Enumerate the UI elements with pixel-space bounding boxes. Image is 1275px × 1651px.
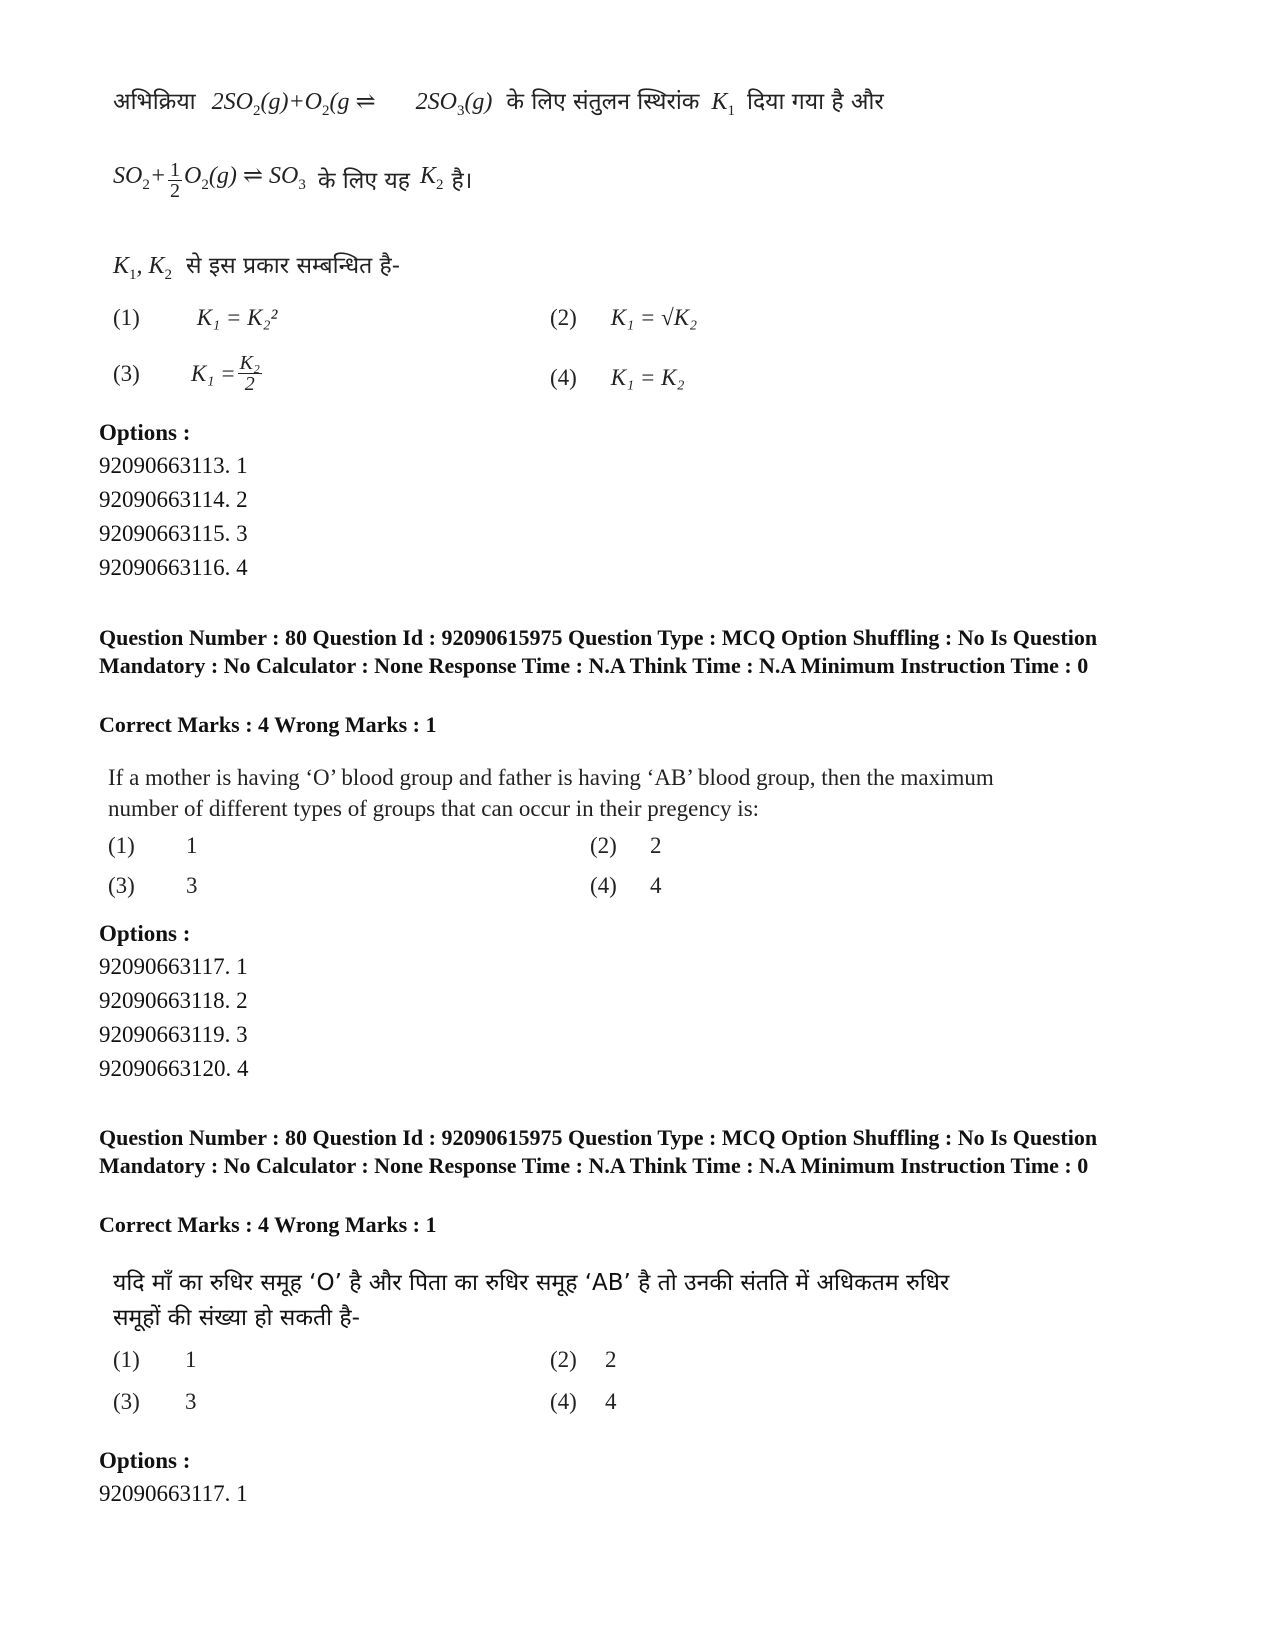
question-a-line3 <box>113 250 400 291</box>
reaction-2-rest: $O_2(g)$ ⇌ $SO_3$ <box>184 163 306 193</box>
choice-b-3: (3) 3 <box>108 873 198 898</box>
options-a-list <box>99 449 248 585</box>
option-b-item: 92090663117. 1 <box>99 954 248 979</box>
q-a-line3-text: से इस प्रकार सम्बन्धित है- <box>186 253 401 279</box>
options-a-label: Options : <box>99 420 191 445</box>
options-c-label: Options : <box>99 1448 191 1473</box>
choice-b-2: (2) 2 <box>590 833 662 858</box>
question-c-meta: Question Number : 80 Question Id : 92090615975 Question Type : MCQ Option Shuffling : No Is Question Mandatory : No Calculator : None Response Time : N.A Think Time : N.A Minimum Instruction Time : 0 <box>99 1125 1098 1178</box>
choice-b-1: (1) 1 <box>108 833 198 858</box>
q-a-line2-post: है। <box>451 167 473 194</box>
question-a-choices <box>113 305 813 415</box>
q-a-post: दिया गया है और <box>747 89 884 115</box>
question-c-line2: समूहों की संख्या हो सकती है- <box>113 1305 360 1331</box>
choice-a-1: (1) K₁ = K₂² <box>113 305 278 330</box>
choice-a-3: (3) K₁ = $\frac{\text{K₂}}{2}$ <box>113 352 260 395</box>
reaction-1: $2SO_2(g)+O_2(g$ ⇌ $2SO_3(g)$ <box>211 89 493 119</box>
choice-b-4: (4) 4 <box>590 873 662 898</box>
k1-symbol: $K_1$ <box>711 89 735 119</box>
question-a-line1 <box>113 86 884 127</box>
question-b-meta: Question Number : 80 Question Id : 92090615975 Question Type : MCQ Option Shuffling : No Is Question Mandatory : No Calculator : None Response Time : N.A Think Time : N.A Minimum Instruction Time : 0 <box>99 625 1098 678</box>
option-a-item: 92090663114. 2 <box>99 487 248 512</box>
q-a-line2-mid: के लिए यह <box>317 167 410 194</box>
option-a-item: 92090663113. 1 <box>99 453 248 478</box>
question-c-choices <box>113 1347 813 1427</box>
q-a-mid: के लिए संतुलन स्थिरांक <box>506 89 700 115</box>
choice-c-4: (4) 4 <box>550 1389 617 1414</box>
options-c-list <box>99 1477 248 1511</box>
options-b-label: Options : <box>99 921 191 946</box>
half-fraction: $\frac{1}{2}$ <box>170 159 181 202</box>
question-b-choices <box>108 833 808 913</box>
k2-symbol: $K_2$ <box>419 163 444 193</box>
option-b-item: 92090663120. 4 <box>99 1056 249 1081</box>
question-c-marks: Correct Marks : 4 Wrong Marks : 1 <box>99 1212 437 1237</box>
option-b-item: 92090663119. 3 <box>99 1022 248 1047</box>
option-b-item: 92090663118. 2 <box>99 988 248 1013</box>
k2-over-2-fraction: $\frac{\text{K₂}}{2}$ <box>239 352 260 395</box>
option-a-item: 92090663115. 3 <box>99 521 248 546</box>
choice-c-1: (1) 1 <box>113 1347 197 1372</box>
reaction-2: $SO_2+$ <box>113 163 167 193</box>
k1-k2-symbols: $K_1$, $K_2$ <box>113 253 173 283</box>
option-c-item: 92090663117. 1 <box>99 1481 248 1506</box>
option-a-item: 92090663116. 4 <box>99 555 248 580</box>
options-b-list <box>99 950 249 1086</box>
choice-a-2: (2) K₁ = √K₂ <box>550 305 698 330</box>
question-b-text: If a mother is having ‘O’ blood group and father is having ‘AB’ blood group, then the maximum number of different types of groups that can occur in their pregency is: <box>108 765 994 821</box>
choice-c-3: (3) 3 <box>113 1389 197 1414</box>
question-c-line1: यदि माँ का रुधिर समूह ‘O’ है और पिता का रुधिर समूह ‘AB’ है तो उनकी संतति में अधिकतम रुधिर <box>113 1270 950 1296</box>
choice-a-4: (4) K₁ = K₂ <box>550 365 685 390</box>
question-a-line2 <box>113 160 472 201</box>
q-a-prefix: अभिक्रिया <box>113 89 196 115</box>
question-b-marks: Correct Marks : 4 Wrong Marks : 1 <box>99 712 437 737</box>
choice-c-2: (2) 2 <box>550 1347 617 1372</box>
